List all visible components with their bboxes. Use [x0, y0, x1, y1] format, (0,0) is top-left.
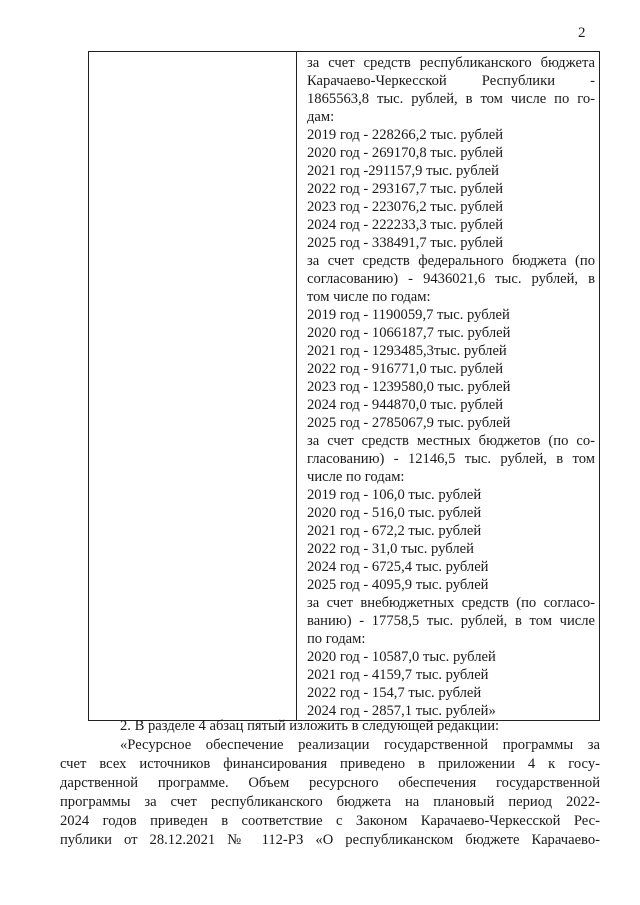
table-text-line: 2023 год - 1239580,0 тыс. рублей [307, 379, 511, 395]
table-text-line: 2022 год - 293167,7 тыс. рублей [307, 181, 504, 197]
table-text-line: 2024 год - 2857,1 тыс. рублей» [307, 703, 496, 719]
table-text-line: 2024 год - 222233,3 тыс. рублей [307, 217, 504, 233]
table-text-line: за счет средств федерального бюджета (по [307, 253, 595, 269]
table-text-line: 2022 год - 31,0 тыс. рублей [307, 541, 474, 557]
table-text-line: 2020 год - 516,0 тыс. рублей [307, 505, 482, 521]
table-text-line: 2023 год - 223076,2 тыс. рублей [307, 199, 504, 215]
table-text-line: 1865563,8 тыс. рублей, в том числе по го- [307, 91, 595, 107]
table-text-line: 2020 год - 10587,0 тыс. рублей [307, 649, 496, 665]
table-text-line: 2021 год - 672,2 тыс. рублей [307, 523, 482, 539]
paragraph-line: счет всех источников финансирования приведено в приложении 4 к госу- [60, 756, 600, 772]
table-text-line: 2019 год - 1190059,7 тыс. рублей [307, 307, 510, 323]
table-text-line: 2019 год - 106,0 тыс. рублей [307, 487, 482, 503]
table-text-line: 2024 год - 6725,4 тыс. рублей [307, 559, 489, 575]
table-text-line: 2021 год - 1293485,3тыс. рублей [307, 343, 507, 359]
section-2 [60, 717, 600, 850]
paragraph-line: дарственной программе. Объем ресурсного обеспечения государственной [60, 775, 600, 791]
paragraph-line: публики от 28.12.2021 № 112-РЗ «О республиканском бюджете Карачаево- [60, 832, 600, 848]
paragraph-line: 2024 годов приведен в соответствие с Законом Карачаево-Черкесской Рес- [60, 813, 600, 829]
table-text-line: 2019 год - 228266,2 тыс. рублей [307, 127, 504, 143]
paragraph-line: «Ресурсное обеспечение реализации государственной программы за [120, 737, 600, 753]
table-text-line: 2020 год - 269170,8 тыс. рублей [307, 145, 504, 161]
table-text-line: за счет средств республиканского бюджета [307, 55, 595, 71]
table-text-line: 2025 год - 338491,7 тыс. рублей [307, 235, 504, 251]
page-number: 2 [578, 25, 586, 41]
table-text-line: ванию) - 17758,5 тыс. рублей, в том числе [307, 613, 595, 629]
table-text-line: за счет средств местных бюджетов (по со- [307, 433, 595, 449]
table-text-line: числе по годам: [307, 469, 405, 485]
table-cell-empty [89, 52, 297, 721]
table-text-line: 2021 год -291157,9 тыс. рублей [307, 163, 499, 179]
table-text-line: 2022 год - 154,7 тыс. рублей [307, 685, 482, 701]
table-cell-funding-text [297, 52, 600, 721]
paragraph-line: программы за счет республиканского бюджета на плановый период 2022- [60, 794, 600, 810]
table-text-line: 2020 год - 1066187,7 тыс. рублей [307, 325, 511, 341]
table-text-line: 2024 год - 944870,0 тыс. рублей [307, 397, 504, 413]
table-text-line: дам: [307, 109, 335, 125]
funding-table [88, 51, 600, 721]
table-text-line: 2022 год - 916771,0 тыс. рублей [307, 361, 504, 377]
table-text-line: 2021 год - 4159,7 тыс. рублей [307, 667, 489, 683]
table-text-line: 2025 год - 2785067,9 тыс. рублей [307, 415, 511, 431]
table-text-line: Карачаево-Черкесской Республики - [307, 73, 595, 89]
section-2-heading: 2. В разделе 4 абзац пятый изложить в следующей редакции: [120, 718, 500, 734]
table-row [89, 52, 600, 721]
table-text-line: за счет внебюджетных средств (по согласо- [307, 595, 595, 611]
table-text-line: 2025 год - 4095,9 тыс. рублей [307, 577, 489, 593]
table-text-line: согласованию) - 9436021,6 тыс. рублей, в [307, 271, 595, 287]
table-text-line: том числе по годам: [307, 289, 431, 305]
table-text-line: гласованию) - 12146,5 тыс. рублей, в том [307, 451, 595, 467]
table-text-line: по годам: [307, 631, 366, 647]
